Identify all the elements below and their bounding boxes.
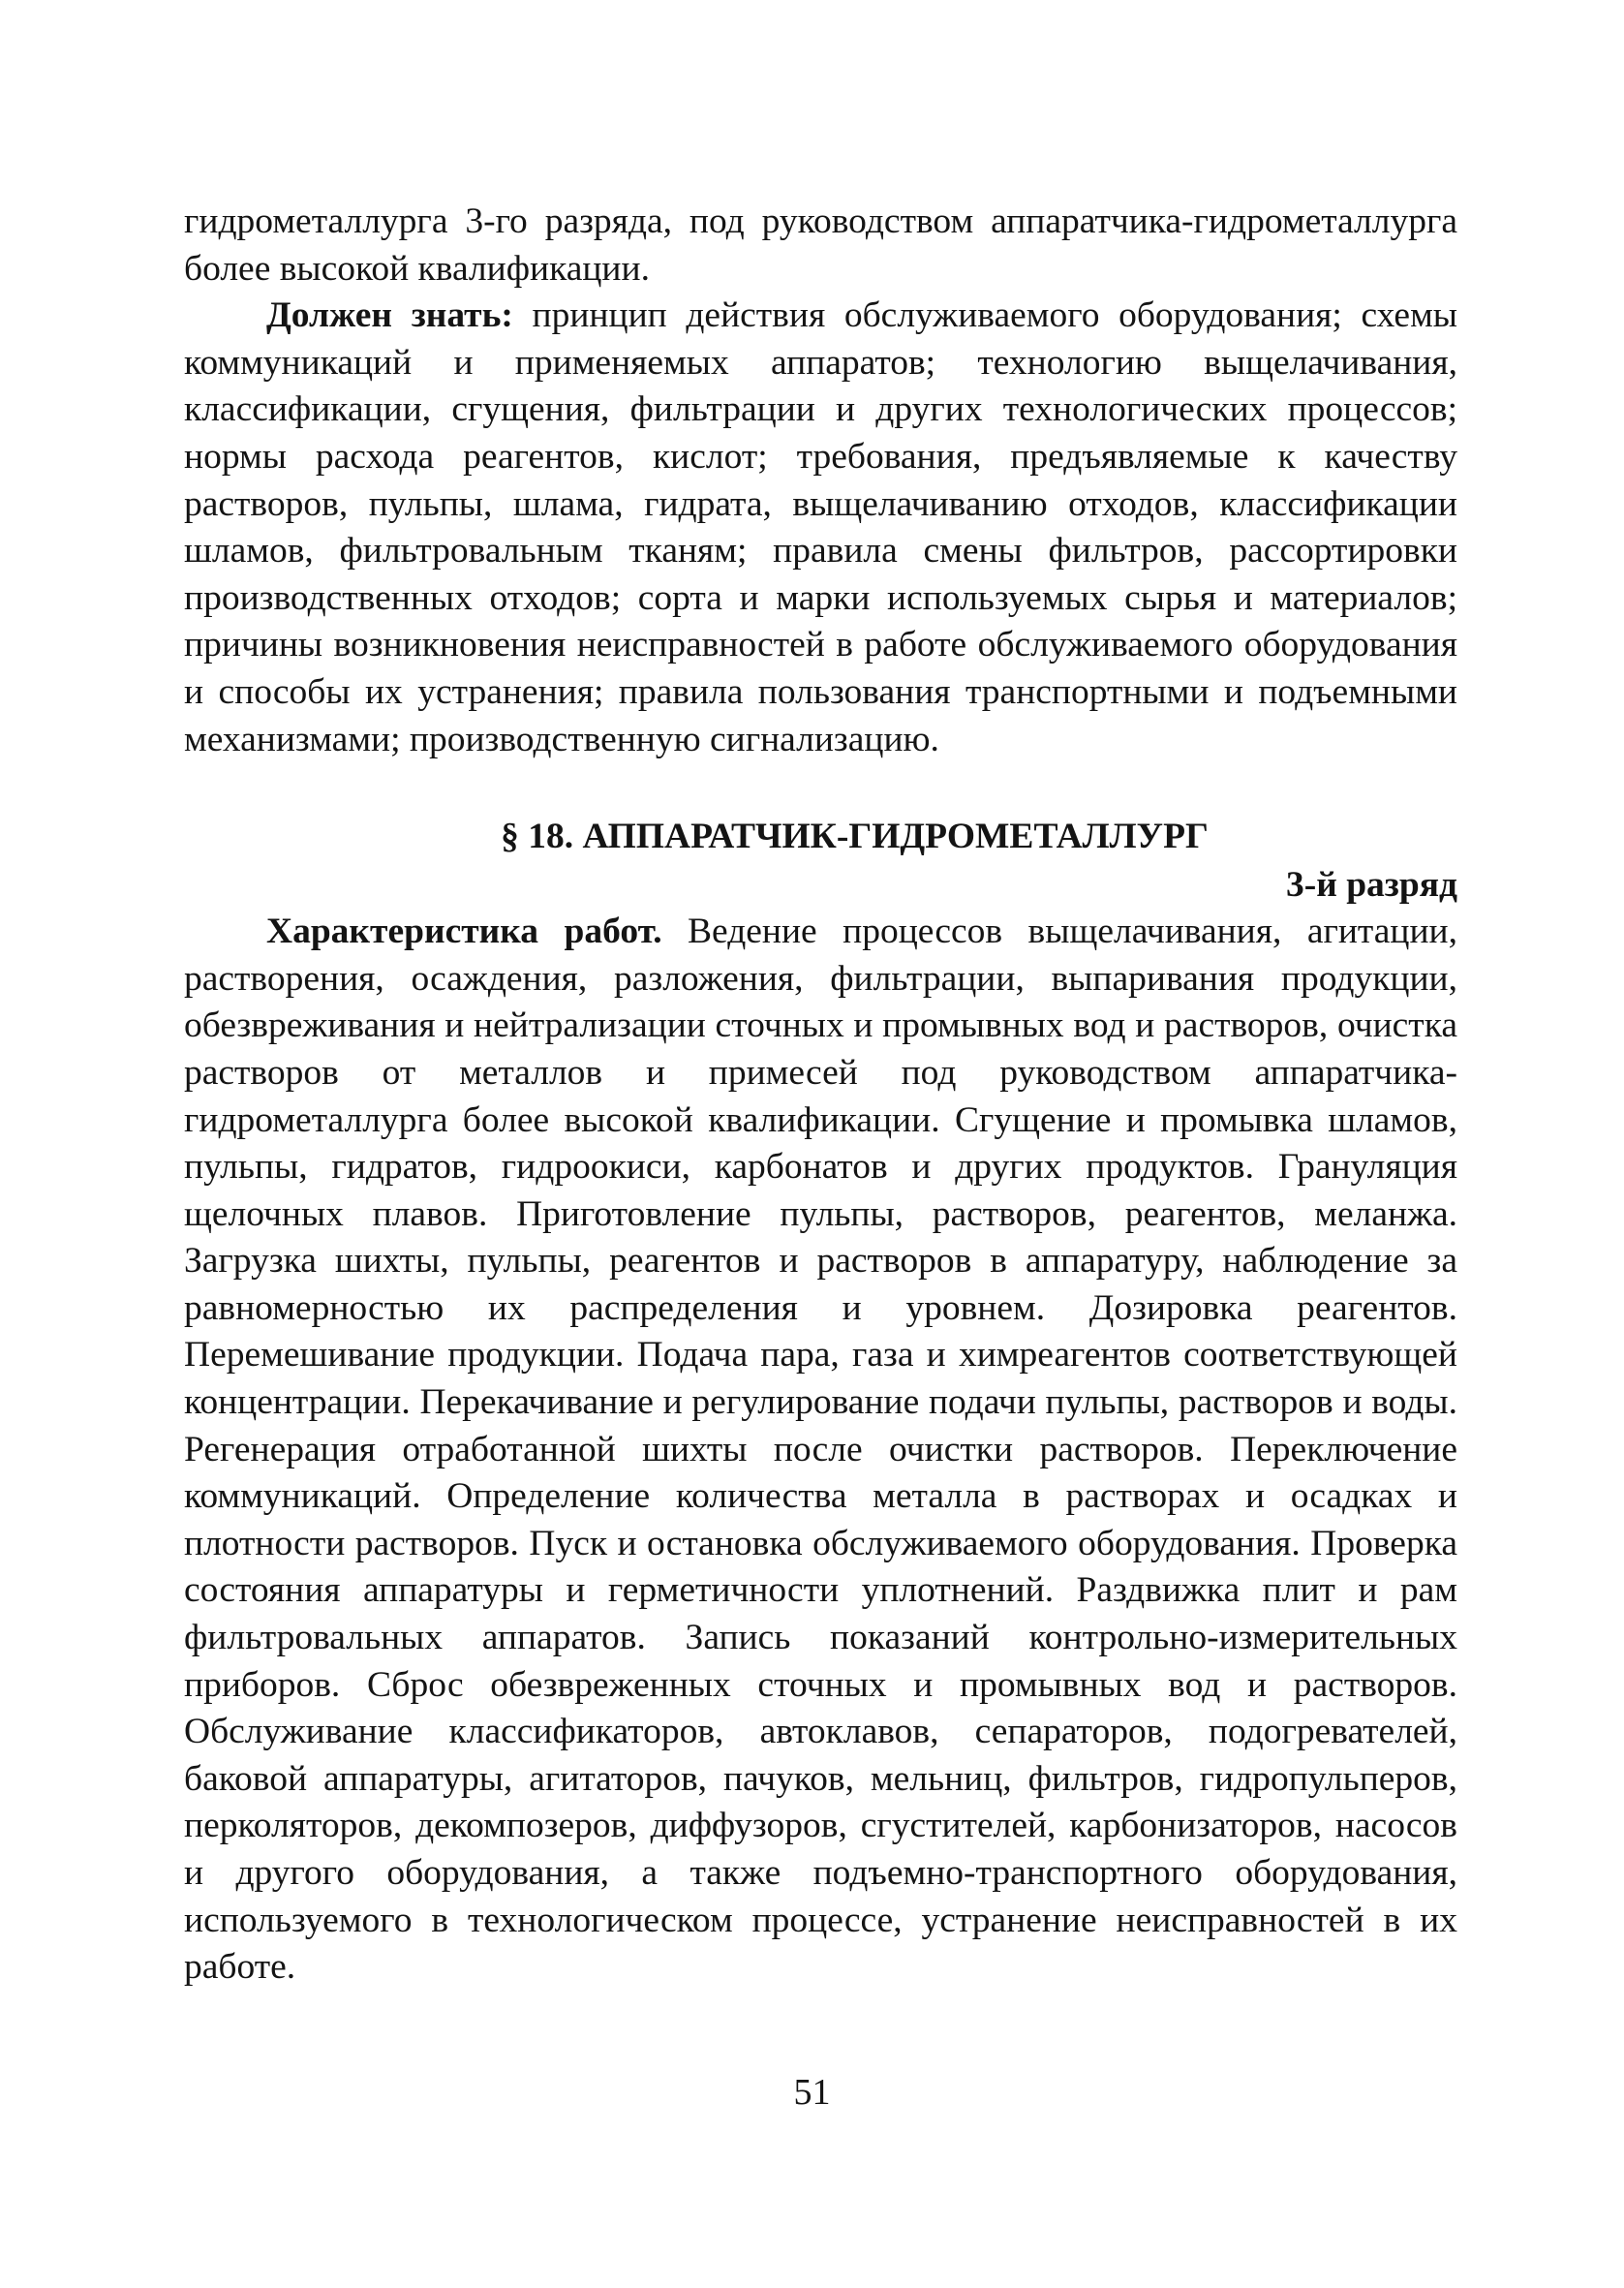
- must-know-lead: Должен знать:: [266, 295, 513, 336]
- section-title: § 18. АППАРАТЧИК-ГИДРОМЕТАЛЛУРГ: [501, 817, 1209, 857]
- must-know-text: принцип действия обслуживаемого оборудования; схемы коммуникаций и применяемых аппаратов; технологию выщелачивания, классификации, сгущения, фильтрации и других технологических процессов; нормы расхода реагентов, кислот; требования, предъявляемые к качеству растворов, пульпы, шлама, гидрата, выщелачиванию отходов, классификации шламов, фильтровальным тканям; правила смены фильтров, рассортировки производственных отходов; сорта и марки используемых сырья и материалов; причины возникновения неисправностей в работе обслуживаемого оборудования и способы их устранения; правила пользования транспортными и подъемными механизмами; производственную сигнализацию.: [184, 295, 1457, 759]
- work-description-paragraph: [184, 909, 1457, 1992]
- continuation-paragraph: гидрометаллурга 3-го разряда, под руководством аппаратчика-гидрометаллурга более высокой квалификации.: [184, 201, 1457, 289]
- work-description-lead: Характеристика работ.: [266, 912, 662, 952]
- work-description-text: Ведение процессов выщелачивания, агитации, растворения, осаждения, разложения, фильтрации, выпаривания продукции, обезвреживания и нейтрализации сточных и промывных вод и растворов, очистка растворов от металлов и примесей под руководством аппаратчика-гидрометаллурга более высокой квалификации. Сгущение и промывка шламов, пульпы, гидратов, гидроокиси, карбонатов и других продуктов. Грануляция щелочных плавов. Приготовление пульпы, растворов, реагентов, меланжа. Загрузка шихты, пульпы, реагентов и растворов в аппаратуру, наблюдение за равномерностью их распределения и уровнем. Дозировка реагентов. Перемешивание продукции. Подача пара, газа и химреагентов соответствующей концентрации. Перекачивание и регулирование подачи пульпы, растворов и воды. Регенерация отработанной шихты после очистки растворов. Переключение коммуникаций. Определение количества металла в растворах и осадках и плотности растворов. Пуск и остановка обслуживаемого оборудования. Проверка состояния аппаратуры и герметичности уплотнений. Раздвижка плит и рам фильтровальных аппаратов. Запись показаний контрольно-измерительных приборов. Сброс обезвреженных сточных и промывных вод и растворов. Обслуживание классификаторов, автоклавов, сепараторов, подогревателей, баковой аппаратуры, агитаторов, пачуков, мельниц, фильтров, гидропульперов, перколяторов, декомпозеров, диффузоров, сгустителей, карбонизаторов, насосов и другого оборудования, а также подъемно-транспортного оборудования, используемого в технологическом процессе, устранение неисправностей в их работе.: [184, 912, 1457, 1988]
- must-know-paragraph: [184, 293, 1457, 763]
- page-number: 51: [793, 2072, 831, 2113]
- grade-label: 3-й разряд: [1285, 865, 1457, 906]
- document-page: [184, 199, 1457, 1992]
